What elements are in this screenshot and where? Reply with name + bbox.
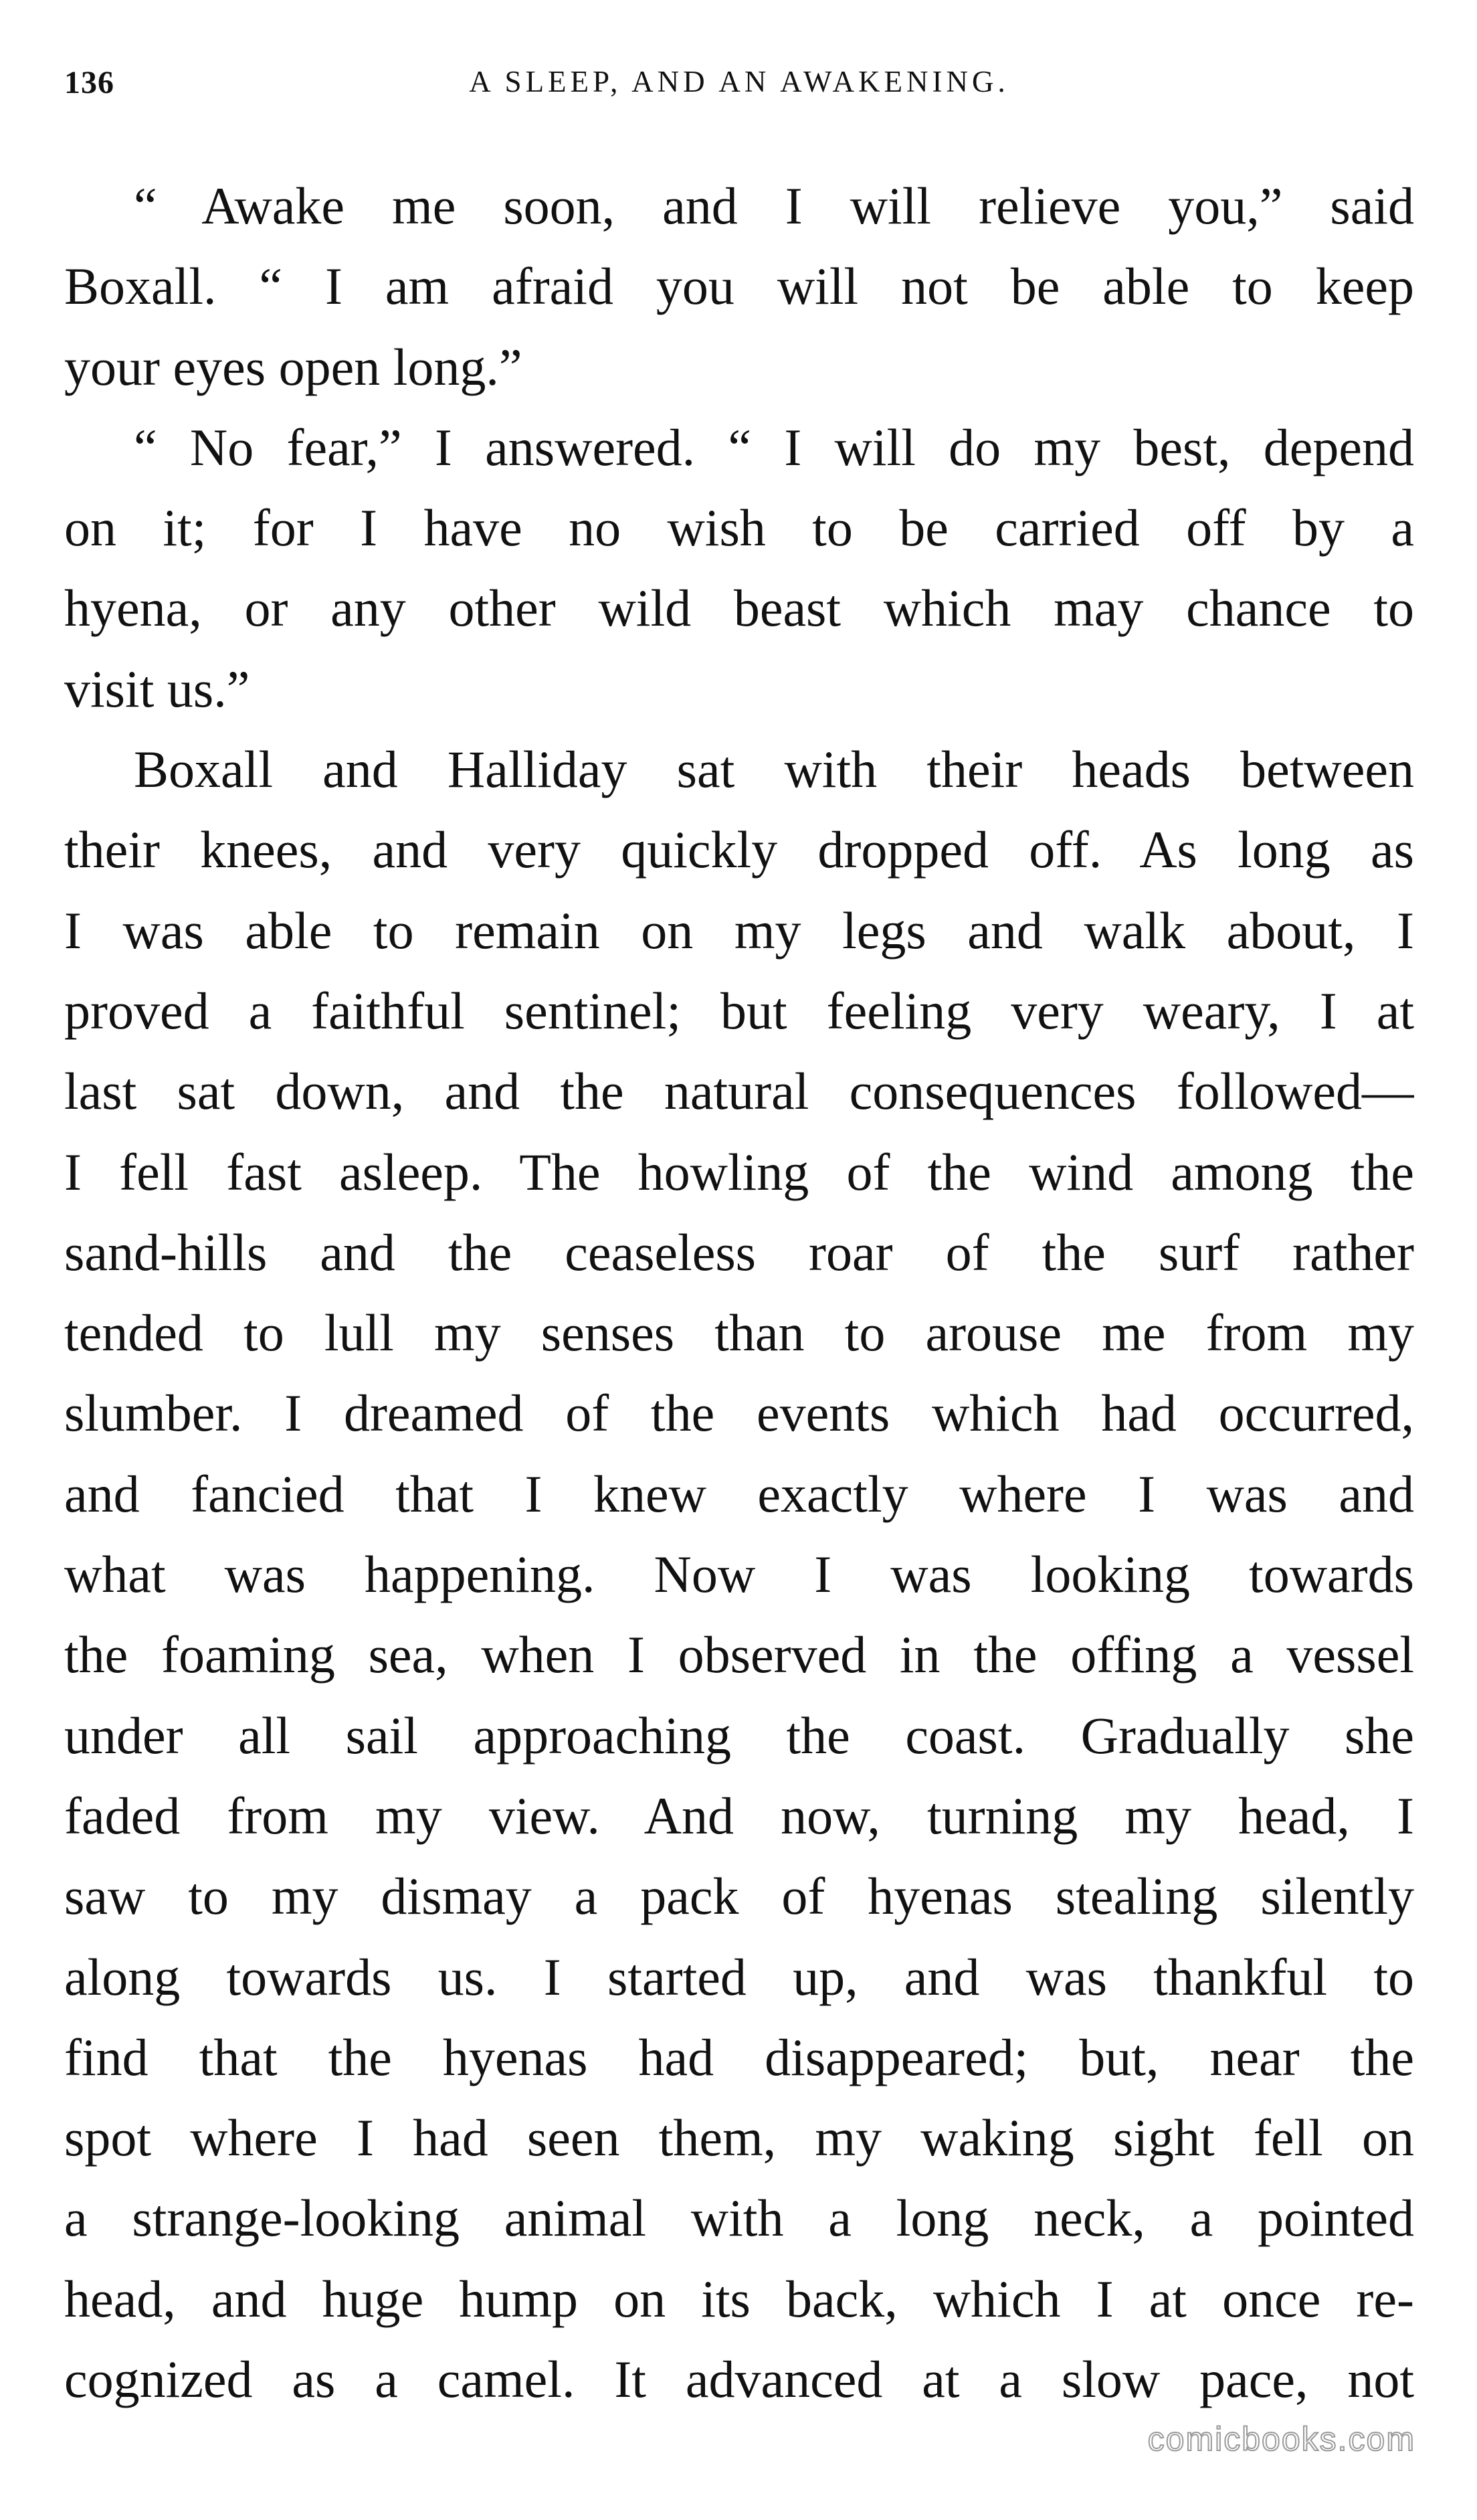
- running-title: A SLEEP, AND AN AWAKENING.: [469, 65, 1009, 98]
- text-line: Boxall and Halliday sat with their heads between: [134, 740, 1414, 799]
- text-line: their knees, and very quickly dropped off. As long as: [64, 820, 1414, 879]
- text-line: last sat down, and the natural consequences followed—: [64, 1062, 1414, 1121]
- text-line: Boxall. “ I am afraid you will not be able to keep: [64, 257, 1414, 316]
- text-line: what was happening. Now I was looking towards: [64, 1545, 1414, 1604]
- text-line: faded from my view. And now, turning my head, I: [64, 1786, 1414, 1845]
- text-line: cognized as a camel. It advanced at a slow pace, not: [64, 2350, 1414, 2409]
- text-line: spot where I had seen them, my waking sight fell on: [64, 2108, 1414, 2167]
- text-line: head, and huge hump on its back, which I at once re-: [64, 2269, 1414, 2328]
- text-line: proved a faithful sentinel; but feeling very weary, I at: [64, 981, 1414, 1040]
- watermark: comicbooks.com: [1147, 2420, 1415, 2458]
- text-line: find that the hyenas had disappeared; but, near the: [64, 2028, 1414, 2086]
- running-head: [64, 64, 1414, 118]
- text-line: under all sail approaching the coast. Gradually she: [64, 1706, 1414, 1765]
- text-line: your eyes open long.”: [64, 337, 522, 396]
- page-number: 136: [64, 65, 114, 100]
- text-line: I was able to remain on my legs and walk about, I: [64, 901, 1414, 960]
- text-line: slumber. I dreamed of the events which had occurred,: [64, 1384, 1414, 1443]
- text-line: a strange-looking animal with a long neck, a pointed: [64, 2189, 1414, 2248]
- text-line: sand-hills and the ceaseless roar of the surf rather: [64, 1223, 1414, 1281]
- text-line: “ Awake me soon, and I will relieve you,” said: [134, 177, 1414, 235]
- text-line: on it; for I have no wish to be carried off by a: [64, 499, 1414, 557]
- text-line: visit us.”: [64, 659, 250, 718]
- text-line: tended to lull my senses than to arouse me from my: [64, 1303, 1414, 1362]
- text-line: hyena, or any other wild beast which may chance to: [64, 579, 1414, 638]
- text-line: along towards us. I started up, and was thankful to: [64, 1947, 1414, 2006]
- body-text: [64, 166, 1414, 2420]
- text-line: “ No fear,” I answered. “ I will do my best, depend: [134, 418, 1414, 476]
- text-line: and fancied that I knew exactly where I was and: [64, 1464, 1414, 1523]
- text-line: I fell fast asleep. The howling of the wind among the: [64, 1142, 1414, 1201]
- text-line: saw to my dismay a pack of hyenas stealing silently: [64, 1867, 1414, 1926]
- text-line: the foaming sea, when I observed in the offing a vessel: [64, 1625, 1414, 1684]
